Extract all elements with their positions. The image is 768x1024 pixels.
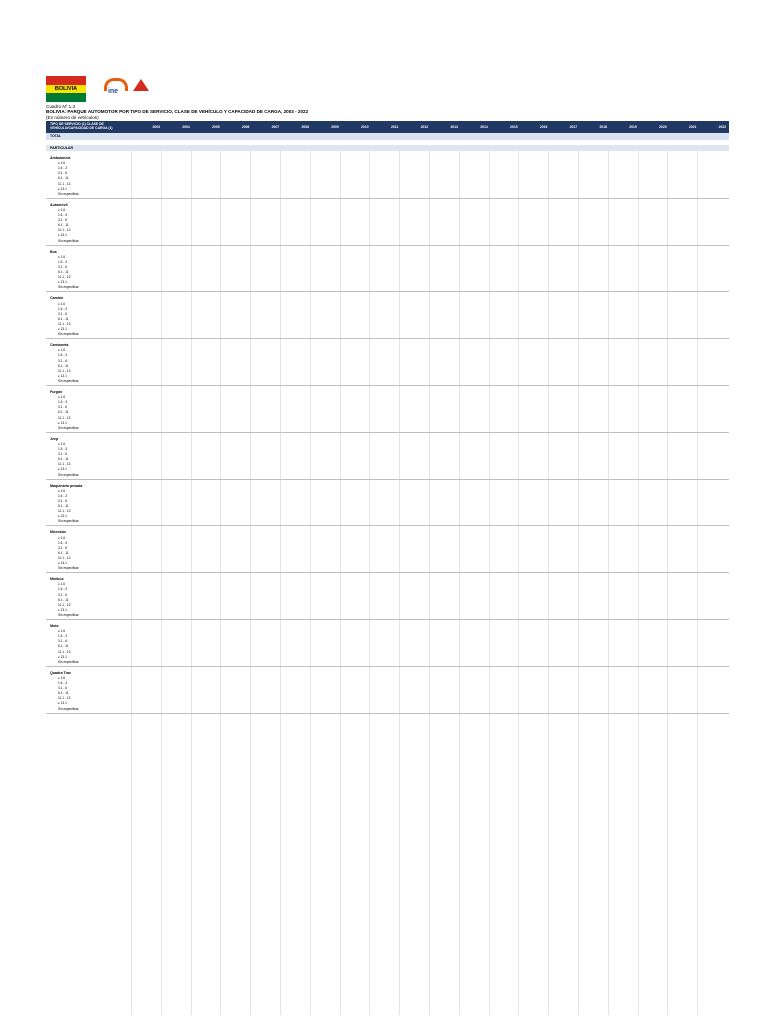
year-header: 2006 (241, 125, 250, 129)
group-subrow-label: 11.1 - 13 (58, 602, 71, 607)
group-subrow-label: 1.6 - 3 (58, 540, 68, 545)
group-subrow-label: 6.1 - 11 (58, 410, 69, 415)
year-header: 2022 (718, 125, 727, 129)
group-subrow-label: 1.6 - 3 (58, 306, 68, 311)
column-rule (310, 145, 311, 1015)
group-subrow-label: Sin especificar (58, 191, 79, 196)
group-subrow-label: 11.1 - 13 (58, 649, 71, 654)
header-label: TIPO DE SERVICIO (1) CLASE DE VEHÍCULO/CAPACIDAD DE CARGA (1) (50, 122, 113, 131)
year-header: 2016 (539, 125, 548, 129)
group-divider (46, 291, 729, 292)
institutional-emblem (132, 79, 150, 99)
ine-logo (100, 78, 126, 100)
year-header: 2018 (599, 125, 607, 129)
group-title: Maquinaria pesada (50, 483, 83, 488)
year-header: 2009 (331, 125, 339, 129)
column-rule (459, 145, 460, 1015)
group-subrow-label: 1.6 - 3 (58, 447, 68, 451)
group-subrow-label: ≤ 1.6 (58, 441, 66, 446)
group-divider (46, 619, 729, 620)
column-rule (191, 145, 192, 1015)
year-header: 2017 (569, 125, 578, 129)
group-subrow-label: ≤ 1.6 (58, 488, 66, 493)
group-subrow-label: 3.1 - 6 (58, 498, 68, 503)
table-unit: (En número de vehículos) (46, 114, 99, 120)
group-subrow-label: Sin especificar (58, 238, 79, 243)
group-subrow-label: 11.1 - 13 (58, 368, 71, 373)
group-subrow-label: 3.1 - 6 (58, 686, 68, 691)
group-subrow-label: ≥ 13.1 (58, 654, 67, 659)
group-divider (46, 572, 729, 573)
group-title: Microbús (50, 530, 66, 535)
group-subrow-label: 1.6 - 3 (58, 587, 68, 592)
group-subrow-label: 1.6 - 3 (58, 166, 68, 171)
total-label: TOTAL (50, 134, 61, 138)
group-subrow-label: 11.1 - 13 (58, 415, 71, 420)
group-title: Minibús (50, 577, 64, 582)
group-subrow-label: Sin especificar (58, 378, 79, 383)
group-subrow-label: 6.1 - 11 (58, 597, 69, 602)
group-subrow-label: ≥ 13.1 (58, 233, 67, 238)
group-subrow-label: 3.1 - 6 (58, 592, 68, 597)
group-title: Camioneta (50, 343, 69, 348)
group-subrow-label: 11.1 - 13 (58, 696, 71, 701)
year-header: 2021 (688, 125, 697, 129)
group-subrow-label: ≥ 13.1 (58, 373, 67, 378)
year-header: 2010 (361, 125, 369, 129)
group-subrow-label: 3.1 - 6 (58, 639, 68, 644)
year-header: 2004 (182, 125, 190, 129)
group-subrow-label: 3.1 - 6 (58, 452, 68, 457)
year-header: 2020 (659, 125, 667, 129)
group-subrow-label: ≤ 1.6 (58, 254, 66, 259)
group-subrow-label: 11.1 - 13 (58, 228, 71, 233)
column-rule (638, 145, 639, 1015)
group-title: Camión (50, 296, 64, 301)
logos (46, 76, 286, 102)
group-subrow-label: 3.1 - 6 (58, 405, 68, 410)
column-rule (429, 145, 430, 1015)
group-subrow-label: 3.1 - 6 (58, 545, 68, 550)
group-subrow-label: 1.6 - 3 (58, 681, 68, 685)
group-subrow-label: ≥ 13.1 (58, 514, 67, 519)
group-subrow-label: 6.1 - 11 (58, 223, 69, 228)
group-subrow-label: 6.1 - 11 (58, 644, 69, 649)
particular-label: PARTICULAR (50, 146, 74, 150)
total-row (46, 133, 729, 140)
group-divider (46, 525, 729, 526)
group-divider (46, 385, 729, 386)
group-subrow-label: Sin especificar (58, 566, 79, 571)
column-rule (518, 145, 519, 1015)
group-subrow-label: ≥ 13.1 (58, 186, 67, 191)
group-subrow-label: ≥ 13.1 (58, 420, 67, 425)
column-rule (220, 145, 221, 1015)
group-subrow-label: 6.1 - 11 (58, 363, 69, 368)
group-subrow-label: 1.6 - 3 (58, 400, 68, 405)
group-subrow-label: 6.1 - 11 (58, 504, 69, 508)
column-rule (340, 145, 341, 1015)
group-subrow-label: 1.6 - 3 (58, 259, 68, 264)
group-subrow-label: ≥ 13.1 (58, 701, 67, 706)
group-subrow-label: ≥ 13.1 (58, 280, 67, 285)
column-rule (399, 145, 400, 1015)
group-subrow-label: 11.1 - 13 (58, 462, 71, 467)
group-divider (46, 198, 729, 199)
group-subrow-label: Sin especificar (58, 706, 79, 711)
column-rule (578, 145, 579, 1015)
column-rule (608, 145, 609, 1015)
group-subrow-label: 3.1 - 6 (58, 311, 68, 316)
group-subrow-label: Sin especificar (58, 472, 79, 477)
group-divider (46, 338, 729, 339)
year-header: 2019 (629, 125, 637, 129)
column-rule (548, 145, 549, 1015)
group-subrow-label: 11.1 - 13 (58, 555, 71, 560)
column-rule (697, 145, 698, 1015)
group-title: Moto (50, 624, 59, 628)
group-subrow-label: ≤ 1.6 (58, 207, 66, 212)
table-header (46, 121, 729, 133)
group-subrow-label: 3.1 - 6 (58, 358, 68, 363)
group-divider (46, 432, 729, 433)
column-rule (131, 145, 132, 1015)
group-subrow-label: 11.1 - 13 (58, 321, 71, 326)
group-subrow-label: Sin especificar (58, 519, 79, 524)
group-subrow-label: ≤ 1.6 (58, 675, 66, 680)
group-subrow-label: ≤ 1.6 (58, 535, 66, 540)
group-subrow-label: Sin especificar (58, 285, 79, 290)
year-header: 2005 (212, 125, 220, 129)
table-caption (46, 104, 308, 120)
group-subrow-label: 6.1 - 11 (58, 316, 69, 321)
group-subrow-label: Sin especificar (58, 425, 79, 430)
group-subrow-label: ≤ 1.6 (58, 582, 66, 587)
group-divider (46, 479, 729, 480)
group-subrow-label: ≥ 13.1 (58, 327, 67, 331)
group-subrow-label: 11.1 - 13 (58, 181, 71, 186)
group-title: Bus (50, 249, 57, 254)
group-subrow-label: 3.1 - 6 (58, 264, 68, 269)
year-header: 2014 (480, 125, 488, 129)
group-subrow-label: 6.1 - 11 (58, 176, 69, 181)
group-subrow-label: 6.1 - 11 (58, 691, 69, 696)
group-divider (46, 713, 729, 714)
year-header: 2008 (301, 125, 309, 129)
year-header: 2011 (391, 125, 399, 129)
group-subrow-label: 6.1 - 11 (58, 550, 69, 555)
group-subrow-label: 3.1 - 6 (58, 171, 68, 176)
year-header: 2015 (510, 125, 518, 129)
group-title: Quadra Trac (50, 670, 71, 675)
group-subrow-label: ≤ 1.6 (58, 629, 66, 634)
column-rule (489, 145, 490, 1015)
group-subrow-label: ≤ 1.6 (58, 395, 66, 400)
column-rule (161, 145, 162, 1015)
ine-wordmark: ine (107, 88, 119, 95)
group-title: Jeep (50, 436, 59, 441)
particular-row (46, 145, 729, 151)
table-number: Cuadro Nº 1.3 (46, 104, 76, 109)
group-subrow-label: 11.1 - 13 (58, 275, 71, 280)
group-subrow-label: ≥ 13.1 (58, 467, 67, 472)
year-header: 2007 (271, 125, 280, 129)
group-subrow-label: 6.1 - 11 (58, 457, 69, 462)
column-rule (280, 145, 281, 1015)
group-title: Automóvil (50, 202, 68, 207)
group-subrow-label: 11.1 - 13 (58, 509, 71, 514)
group-subrow-label: ≤ 1.6 (58, 161, 66, 166)
column-rule (369, 145, 370, 1015)
group-title: Furgón (50, 390, 63, 394)
group-subrow-label: 1.6 - 3 (58, 634, 68, 639)
group-subrow-label: 1.6 - 3 (58, 213, 68, 217)
year-header: 2003 (152, 125, 160, 129)
group-subrow-label: ≤ 1.6 (58, 301, 66, 306)
group-subrow-label: Sin especificar (58, 659, 79, 664)
group-subrow-label: ≤ 1.6 (58, 348, 66, 353)
group-divider (46, 666, 729, 667)
group-subrow-label: ≥ 13.1 (58, 561, 67, 565)
group-subrow-label: ≥ 13.1 (58, 607, 67, 612)
group-subrow-label: 1.6 - 3 (58, 353, 68, 358)
group-subrow-label: Sin especificar (58, 612, 79, 617)
group-divider (46, 245, 729, 246)
bolivia-wordmark: BOLIVIA (54, 86, 78, 92)
column-rule (250, 145, 251, 1015)
group-subrow-label: 1.6 - 3 (58, 493, 68, 498)
column-rule (667, 145, 668, 1015)
group-title: Ambulancia (50, 156, 71, 160)
bolivia-flag-logo (46, 76, 86, 102)
table-title: BOLIVIA: PARQUE AUTOMOTOR POR TIPO DE SERVICIO, CLASE DE VEHÍCULO Y CAPACIDAD DE CARGA, 2003 - 2022 (46, 109, 309, 115)
group-subrow-label: 6.1 - 11 (58, 270, 69, 274)
year-header: 2013 (450, 125, 458, 129)
group-subrow-label: 3.1 - 6 (58, 218, 68, 223)
group-subrow-label: Sin especificar (58, 332, 79, 337)
year-header: 2012 (420, 125, 429, 129)
